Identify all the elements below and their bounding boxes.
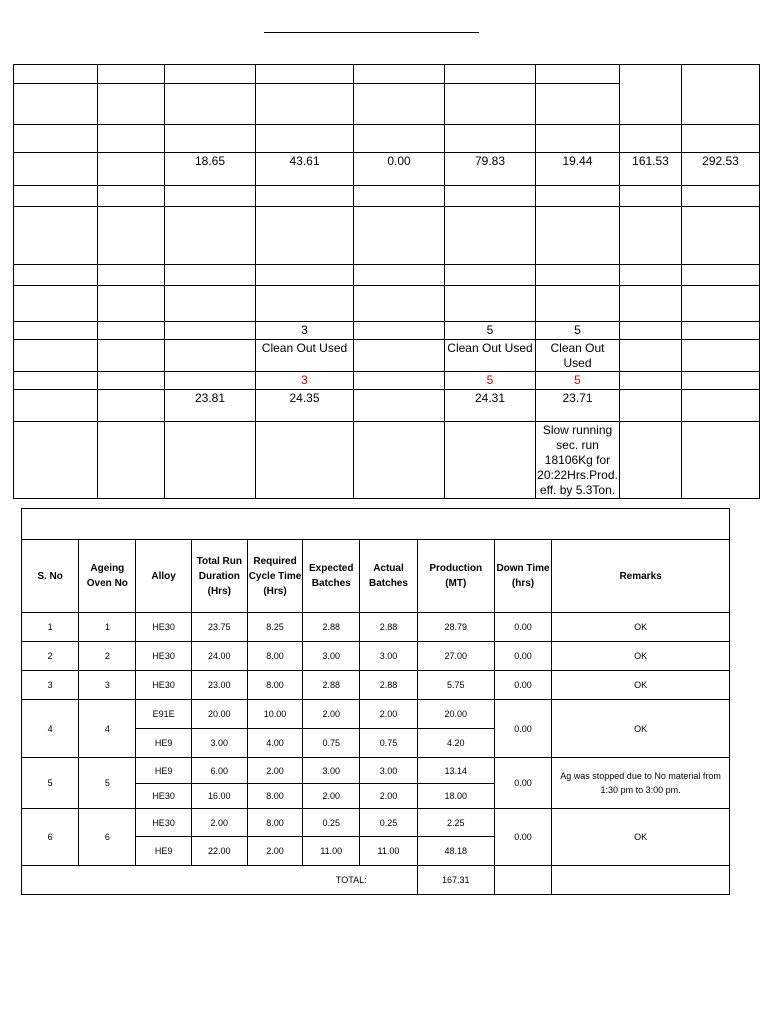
- actual-cell: 0.25: [360, 809, 417, 837]
- remarks-cell: OK: [552, 671, 730, 700]
- summary-cell: [256, 84, 354, 125]
- summary-cell: 5: [445, 322, 536, 340]
- summary-cell: [354, 340, 445, 372]
- summary-cell: [620, 207, 682, 265]
- oven-cell: 4: [79, 700, 136, 758]
- duration-cell: 2.00: [191, 809, 247, 837]
- alloy-cell: HE9: [136, 758, 191, 784]
- summary-cell: [354, 207, 445, 265]
- summary-cell: [445, 65, 536, 84]
- summary-cell: 43.61: [256, 153, 354, 186]
- summary-cell: [165, 84, 256, 125]
- alloy-cell: HE9: [136, 729, 191, 758]
- total-empty-cell: [494, 866, 551, 895]
- summary-cell: [682, 322, 760, 340]
- actual-cell: 2.00: [360, 784, 417, 809]
- summary-cell: [165, 265, 256, 286]
- summary-cell: [445, 265, 536, 286]
- summary-cell: [98, 125, 165, 153]
- table-title-row: [22, 509, 730, 540]
- summary-cell: [14, 390, 98, 422]
- summary-cell: 24.35: [256, 390, 354, 422]
- summary-cell: [682, 340, 760, 372]
- summary-cell: [620, 286, 682, 322]
- summary-row: [14, 65, 760, 84]
- cycle-cell: 10.00: [247, 700, 302, 729]
- summary-cell: [682, 265, 760, 286]
- summary-cell: Clean Out Used: [445, 340, 536, 372]
- summary-cell: [14, 422, 98, 499]
- summary-cell: [536, 125, 620, 153]
- sno-cell: 1: [22, 613, 79, 642]
- cycle-cell: 8.00: [247, 642, 302, 671]
- summary-cell: [14, 340, 98, 372]
- remarks-cell: OK: [552, 809, 730, 866]
- production-cell: 27.00: [417, 642, 494, 671]
- downtime-cell: 0.00: [494, 642, 551, 671]
- expected-cell: 3.00: [303, 758, 360, 784]
- cycle-cell: 2.00: [247, 837, 302, 866]
- summary-cell: [620, 372, 682, 390]
- production-cell: 13.14: [417, 758, 494, 784]
- summary-cell: [14, 153, 98, 186]
- sno-cell: 4: [22, 700, 79, 758]
- summary-cell: [354, 286, 445, 322]
- summary-row: [14, 322, 760, 340]
- remarks-cell: Ag was stopped due to No material from 1:30 pm to 3:00 pm.: [552, 758, 730, 809]
- summary-row: [14, 422, 760, 499]
- summary-cell: [354, 65, 445, 84]
- summary-cell: [445, 125, 536, 153]
- column-header: Production (MT): [417, 540, 494, 613]
- summary-cell: [165, 207, 256, 265]
- actual-cell: 2.00: [360, 700, 417, 729]
- expected-cell: 11.00: [303, 837, 360, 866]
- production-cell: 18.00: [417, 784, 494, 809]
- summary-cell: [165, 65, 256, 84]
- column-header: Required Cycle Time (Hrs): [247, 540, 302, 613]
- summary-cell: [536, 84, 620, 125]
- summary-cell: [620, 125, 682, 153]
- downtime-cell: 0.00: [494, 758, 551, 809]
- summary-cell: [620, 390, 682, 422]
- column-header: S. No: [22, 540, 79, 613]
- table-row: [22, 613, 730, 642]
- summary-cell: [256, 422, 354, 499]
- sno-cell: 5: [22, 758, 79, 809]
- summary-cell: [165, 322, 256, 340]
- cycle-cell: 8.00: [247, 809, 302, 837]
- actual-cell: 11.00: [360, 837, 417, 866]
- summary-cell: [256, 286, 354, 322]
- production-cell: 4.20: [417, 729, 494, 758]
- summary-cell: [98, 372, 165, 390]
- alloy-cell: HE30: [136, 809, 191, 837]
- duration-cell: 16.00: [191, 784, 247, 809]
- summary-cell: [14, 65, 98, 84]
- summary-cell: [682, 372, 760, 390]
- downtime-cell: 0.00: [494, 613, 551, 642]
- summary-cell: [165, 286, 256, 322]
- summary-cell: [354, 322, 445, 340]
- summary-cell: [682, 65, 760, 125]
- oven-cell: 3: [79, 671, 136, 700]
- alloy-cell: HE30: [136, 671, 191, 700]
- table-row: [22, 642, 730, 671]
- downtime-cell: 0.00: [494, 809, 551, 866]
- actual-cell: 3.00: [360, 642, 417, 671]
- summary-cell: 5: [445, 372, 536, 390]
- table-row: [22, 700, 730, 729]
- table-title: [22, 509, 730, 540]
- summary-row: [14, 286, 760, 322]
- summary-cell: 3: [256, 322, 354, 340]
- column-header: Remarks: [552, 540, 730, 613]
- summary-cell: [620, 65, 682, 125]
- summary-cell: 24.31: [445, 390, 536, 422]
- duration-cell: 24.00: [191, 642, 247, 671]
- summary-remark-cell: Slow running sec. run 18106Kg for 20:22Hrs.Prod. eff. by 5.3Ton.: [537, 423, 618, 497]
- cycle-cell: 8.25: [247, 613, 302, 642]
- duration-cell: 6.00: [191, 758, 247, 784]
- sno-cell: 3: [22, 671, 79, 700]
- summary-cell: 292.53: [682, 153, 760, 186]
- summary-cell: [620, 265, 682, 286]
- summary-cell: [256, 265, 354, 286]
- duration-cell: 23.75: [191, 613, 247, 642]
- summary-cell: [536, 265, 620, 286]
- duration-cell: 20.00: [191, 700, 247, 729]
- summary-cell: Clean Out Used: [256, 340, 354, 372]
- summary-cell: [98, 265, 165, 286]
- oven-cell: 1: [79, 613, 136, 642]
- summary-cell: [445, 84, 536, 125]
- summary-cell: [165, 125, 256, 153]
- summary-cell: 5: [536, 322, 620, 340]
- alloy-cell: HE30: [136, 613, 191, 642]
- summary-cell: [14, 84, 98, 125]
- summary-cell: [98, 84, 165, 125]
- summary-cell: [620, 186, 682, 207]
- summary-cell: [620, 340, 682, 372]
- summary-cell: [536, 207, 620, 265]
- summary-cell: [98, 65, 165, 84]
- sno-cell: 2: [22, 642, 79, 671]
- header-row: [22, 540, 730, 613]
- ageing-oven-table: [21, 508, 730, 895]
- column-header: Total Run Duration (Hrs): [191, 540, 247, 613]
- column-header: Ageing Oven No: [79, 540, 136, 613]
- expected-cell: 2.00: [303, 700, 360, 729]
- summary-cell: [256, 207, 354, 265]
- cycle-cell: 2.00: [247, 758, 302, 784]
- summary-cell: [620, 322, 682, 340]
- total-row: [22, 866, 730, 895]
- summary-cell: [14, 372, 98, 390]
- remarks-cell: OK: [552, 613, 730, 642]
- summary-cell: [682, 422, 760, 499]
- summary-cell: [14, 125, 98, 153]
- summary-cell: [256, 65, 354, 84]
- summary-cell: [354, 84, 445, 125]
- column-header: Alloy: [136, 540, 191, 613]
- summary-cell: [14, 207, 98, 265]
- total-production: 167.31: [417, 866, 494, 895]
- alloy-cell: E91E: [136, 700, 191, 729]
- summary-cell: [98, 286, 165, 322]
- downtime-cell: 0.00: [494, 700, 551, 758]
- summary-cell: [445, 207, 536, 265]
- summary-cell: [165, 422, 256, 499]
- summary-cell: 3: [256, 372, 354, 390]
- summary-cell: [536, 186, 620, 207]
- expected-cell: 2.88: [303, 671, 360, 700]
- summary-cell: [445, 422, 536, 499]
- production-cell: 48.18: [417, 837, 494, 866]
- summary-cell: [14, 322, 98, 340]
- summary-cell: 79.83: [445, 153, 536, 186]
- summary-cell: [354, 265, 445, 286]
- summary-cell: [682, 207, 760, 265]
- summary-cell: 23.71: [536, 390, 620, 422]
- summary-cell: 5: [536, 372, 620, 390]
- summary-row: [14, 265, 760, 286]
- duration-cell: 22.00: [191, 837, 247, 866]
- oven-cell: 6: [79, 809, 136, 866]
- summary-cell: [98, 422, 165, 499]
- summary-cell: 23.81: [165, 390, 256, 422]
- production-cell: 5.75: [417, 671, 494, 700]
- column-header: Actual Batches: [360, 540, 417, 613]
- summary-cell: [14, 186, 98, 207]
- actual-cell: 0.75: [360, 729, 417, 758]
- summary-cell: 18.65: [165, 153, 256, 186]
- summary-cell: 161.53: [620, 153, 682, 186]
- summary-cell: [354, 422, 445, 499]
- production-cell: 20.00: [417, 700, 494, 729]
- alloy-cell: HE9: [136, 837, 191, 866]
- actual-cell: 3.00: [360, 758, 417, 784]
- alloy-cell: HE30: [136, 642, 191, 671]
- summary-cell: [354, 186, 445, 207]
- total-empty-cell: [552, 866, 730, 895]
- summary-row: [14, 125, 760, 153]
- summary-row: [14, 390, 760, 422]
- summary-cell: 0.00: [354, 153, 445, 186]
- summary-cell: [98, 153, 165, 186]
- cycle-cell: 8.00: [247, 671, 302, 700]
- actual-cell: 2.88: [360, 671, 417, 700]
- summary-cell: [256, 186, 354, 207]
- summary-row: [14, 153, 760, 186]
- summary-cell: [445, 286, 536, 322]
- summary-cell: [682, 286, 760, 322]
- expected-cell: 2.00: [303, 784, 360, 809]
- summary-cell: [536, 286, 620, 322]
- duration-cell: 3.00: [191, 729, 247, 758]
- expected-cell: 2.88: [303, 613, 360, 642]
- alloy-cell: HE30: [136, 784, 191, 809]
- summary-cell: [620, 422, 682, 499]
- summary-cell: [98, 186, 165, 207]
- oven-cell: 5: [79, 758, 136, 809]
- summary-cell: [98, 322, 165, 340]
- duration-cell: 23.00: [191, 671, 247, 700]
- total-label: TOTAL:: [22, 866, 418, 895]
- summary-cell: [98, 340, 165, 372]
- column-header: Down Time (hrs): [494, 540, 551, 613]
- actual-cell: 2.88: [360, 613, 417, 642]
- summary-row: [14, 207, 760, 265]
- summary-cell: [682, 125, 760, 153]
- column-header: Expected Batches: [303, 540, 360, 613]
- summary-cell: 19.44: [536, 153, 620, 186]
- summary-row: [14, 186, 760, 207]
- expected-cell: 3.00: [303, 642, 360, 671]
- summary-cell: [682, 186, 760, 207]
- summary-cell: Clean Out Used: [536, 340, 620, 372]
- cycle-cell: 4.00: [247, 729, 302, 758]
- oven-cell: 2: [79, 642, 136, 671]
- summary-cell: [445, 186, 536, 207]
- summary-cell: [14, 265, 98, 286]
- summary-cell: [165, 340, 256, 372]
- summary-cell: [98, 207, 165, 265]
- summary-cell: [354, 390, 445, 422]
- summary-cell: [165, 186, 256, 207]
- table-row: [22, 809, 730, 837]
- production-cell: 2.25: [417, 809, 494, 837]
- cycle-cell: 8.00: [247, 784, 302, 809]
- table-row: [22, 758, 730, 784]
- remarks-cell: OK: [552, 642, 730, 671]
- summary-row: [14, 372, 760, 390]
- summary-cell: [14, 286, 98, 322]
- table-row: [22, 671, 730, 700]
- production-summary-table: [13, 64, 760, 499]
- production-cell: 28.79: [417, 613, 494, 642]
- expected-cell: 0.75: [303, 729, 360, 758]
- downtime-cell: 0.00: [494, 671, 551, 700]
- title-underline: [264, 32, 479, 33]
- summary-cell: [165, 372, 256, 390]
- summary-cell: [98, 390, 165, 422]
- summary-cell: [682, 390, 760, 422]
- remarks-cell: OK: [552, 700, 730, 758]
- summary-cell: [536, 65, 620, 84]
- summary-cell: [256, 125, 354, 153]
- sno-cell: 6: [22, 809, 79, 866]
- expected-cell: 0.25: [303, 809, 360, 837]
- summary-cell: [354, 125, 445, 153]
- summary-row: [14, 340, 760, 372]
- summary-cell: [354, 372, 445, 390]
